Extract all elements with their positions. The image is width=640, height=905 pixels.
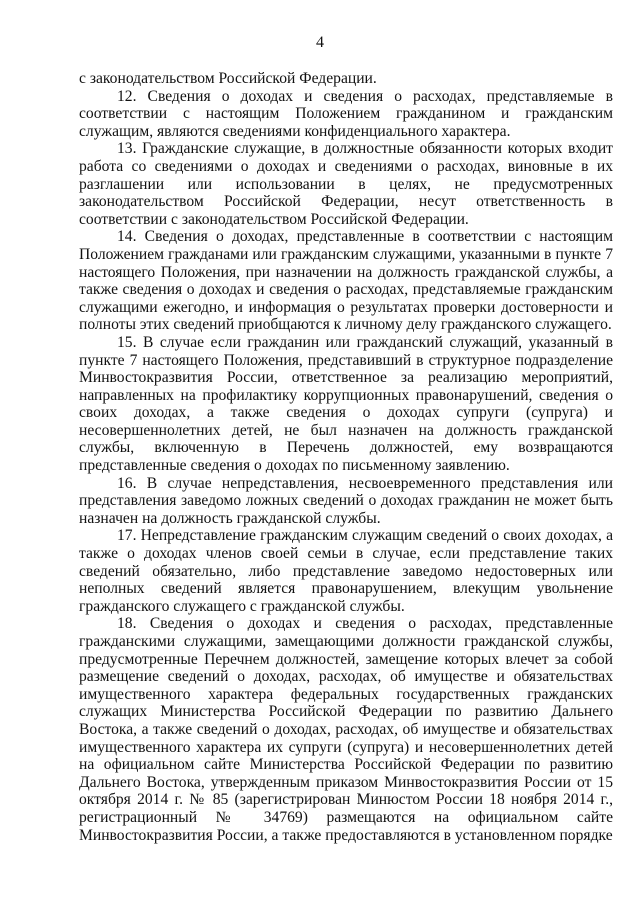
document-body bbox=[79, 70, 613, 844]
paragraph-14: 14. Сведения о доходах, представленные в соответствии с настоящим Положением гражданами или гражданским служащими, указанными в пункте 7 настоящего Положения, при назначении на должность гражданской службы, а также сведения о доходах и сведения о расходах, представляемые гражданским служащими ежегодно, и информация о результатах проверки достоверности и полноты этих сведений приобщаются к личному делу гражданского служащего. bbox=[79, 228, 613, 334]
paragraph-17: 17. Непредставление гражданским служащим сведений о своих доходах, а также о доходах членов своей семьи в случае, если представление таких сведений обязательно, либо представление заведомо недостоверных или неполных сведений является правонарушением, влекущим увольнение гражданского служащего с гражданской службы. bbox=[79, 527, 613, 615]
paragraph-18: 18. Сведения о доходах и сведения о расходах, представленные гражданскими служащими, замещающими должности гражданской службы, предусмотренные Перечнем должностей, замещение которых влечет за собой размещение сведений о доходах, расходах, об имуществе и обязательствах имущественного характера федеральных государственных гражданских служащих Министерства Российской Федерации по развитию Дальнего Востока, а также сведений о доходах, расходах, об имуществе и обязательствах имущественного характера их супруги (супруга) и несовершеннолетних детей на официальном сайте Министерства Российской Федерации по развитию Дальнего Востока, утвержденным приказом Минвостокразвития России от 15 октября 2014 г. № 85 (зарегистрирован Минюстом России 18 ноября 2014 г., регистрационный № 34769) размещаются на официальном сайте Минвостокразвития России, а также предоставляются в установленном порядке bbox=[79, 615, 613, 844]
paragraph-continuation: с законодательством Российской Федерации. bbox=[79, 70, 377, 87]
paragraph-13: 13. Гражданские служащие, в должностные обязанности которых входит работа со сведениями о доходах и сведениями о расходах, виновные в их разглашении или использовании в целях, не предусмотренных законодательством Российской Федерации, несут ответственность в соответствии с законодательством Российской Федерации. bbox=[79, 140, 613, 228]
paragraph-12: 12. Сведения о доходах и сведения о расходах, представляемые в соответствии с настоящим Положением гражданином и гражданским служащим, являются сведениями конфиденциального характера. bbox=[79, 87, 613, 140]
paragraph-15: 15. В случае если гражданин или гражданский служащий, указанный в пункте 7 настоящего Положения, представивший в структурное подразделение Минвостокразвития России, ответственное за реализацию мероприятий, направленных на профилактику коррупционных правонарушений, сведения о своих доходах, а также сведения о доходах супруги (супруга) и несовершеннолетних детей, не был назначен на должность гражданской службы, включенную в Перечень должностей, ему возвращаются представленные сведения о доходах по письменному заявлению. bbox=[79, 333, 613, 475]
paragraph-16: 16. В случае непредставления, несвоевременного представления или представления заведомо ложных сведений о доходах гражданин не может быть назначен на должность гражданской службы. bbox=[79, 474, 613, 527]
page-number: 4 bbox=[316, 34, 324, 51]
